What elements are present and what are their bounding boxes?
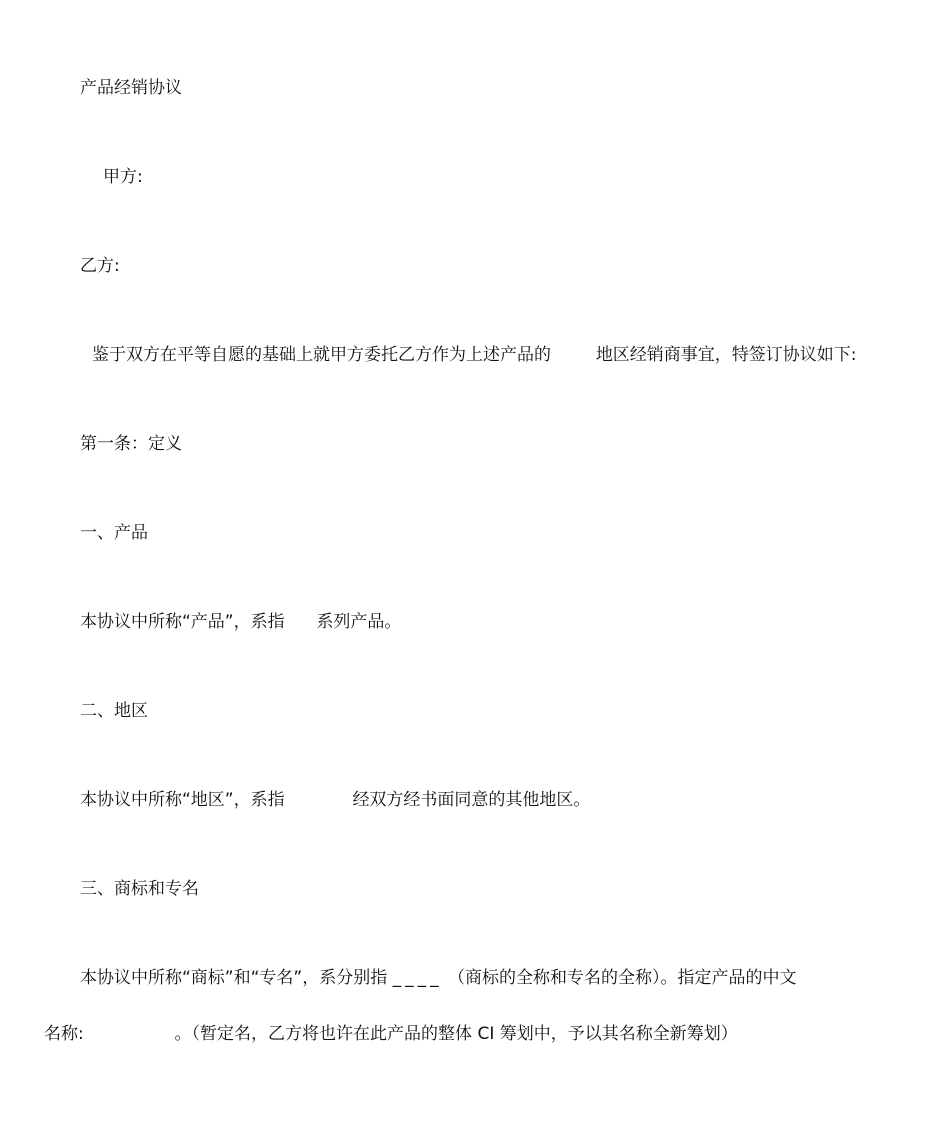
section-3-heading (80, 879, 199, 899)
section-1-heading-text: 一、产品 (80, 523, 148, 543)
party-a-line (103, 167, 143, 187)
section-3-line-2-after: 。（暂定名，乙方将也许在此产品的整体 CI 筹划中，予以其名称全新筹划） (174, 1024, 738, 1044)
intro-text-before: 鉴于双方在平等自愿的基础上就甲方委托乙方作为上述产品的 (92, 345, 551, 365)
section-3-heading-text: 三、商标和专名 (80, 879, 199, 899)
party-b-line (80, 256, 120, 276)
document-title-text: 产品经销协议 (80, 78, 182, 98)
section-2-text-after: 经双方经书面同意的其他地区。 (352, 790, 591, 810)
section-3-underscore-blank: ____ (392, 968, 443, 988)
section-1-text-before: 本协议中所称“产品”，系指 (80, 612, 285, 632)
intro-text-after: 地区经销商事宜，特签订协议如下: (595, 345, 857, 365)
party-a-label: 甲方: (103, 167, 143, 187)
section-2-heading-text: 二、地区 (80, 701, 148, 721)
intro-paragraph (92, 345, 857, 365)
section-1-text-after: 系列产品。 (316, 612, 402, 632)
article-1-heading (80, 434, 182, 454)
section-2-text-before: 本协议中所称“地区”，系指 (80, 790, 285, 810)
section-1-paragraph (80, 612, 401, 632)
section-2-paragraph (80, 790, 590, 810)
article-1-text: 第一条：定义 (80, 434, 182, 454)
section-2-heading (80, 701, 148, 721)
section-3-line-1-after: （商标的全称和专名的全称）。指定产品的中文 (448, 968, 797, 988)
section-3-line-2-before: 名称: (44, 1024, 84, 1044)
party-b-label: 乙方: (80, 256, 120, 276)
section-3-line-1-before: 本协议中所称“商标”和“专名”，系分别指 (80, 968, 388, 988)
section-3-line-2 (44, 1024, 738, 1044)
section-3-line-1 (80, 968, 797, 988)
section-1-heading (80, 523, 148, 543)
document-title (80, 78, 182, 98)
